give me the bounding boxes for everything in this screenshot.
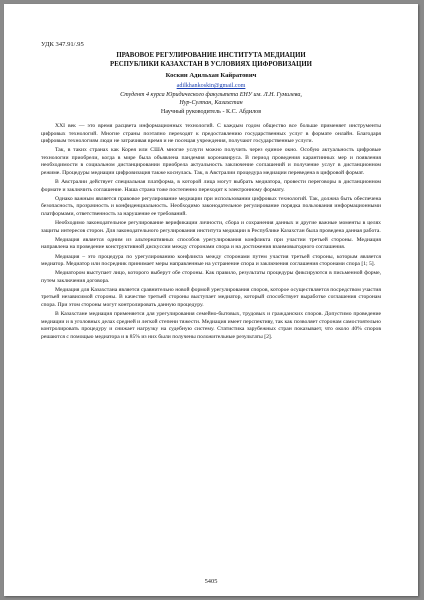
- paragraph: Медиация – это процедура по урегулированию конфликта между сторонами путем участия третьей стороны, которым является медиатор. Медиатор или посредник принимает меры направленные на устранение спора и заключения соглашения сторонами спора [1; 5].: [41, 253, 381, 268]
- paragraph: В Казахстане медиация применяется для урегулирования семейно-бытовых, трудовых и гражданских споров. Допустимо проведение медиации и в уголовных делах средней и легкой степени тяжести. Медиация имеет перспективу, так как позволяет сторонам самостоятельно контролировать процедуру и снижает нагрузку на судебную систему. Статистика зарубежных стран показывает, что около 40% споров решаются с помощью медиатора и в 85% из них были получены положительные результаты [2].: [41, 311, 381, 340]
- paragraph: Медиатором выступает лицо, которого выберут обе стороны. Как правило, результаты процедуры фиксируются в письменной форме, путем заключения договора.: [41, 270, 381, 284]
- paragraph: Медиация для Казахстана является сравнительно новой формой урегулирования споров, которое осуществляется посредством участия третьей независимой стороны. В качестве третьей стороны выступает медиатор, который способствует выработке соглашения сторонам спора. При этом стороны могут контролировать данную процедуру.: [41, 286, 381, 309]
- paragraph: XXI век — это время расцвета информационных технологий. С каждым годом общество все больше применяет инструменты цифровых технологий. Многие страны поэтапно переходят к предоставлению государственных услуг в формате онлайн. Благодаря цифровым технологиям люди не затрачивая время и не посещая учреждения, получают государственные услуги.: [41, 123, 381, 145]
- page-number: 5405: [204, 578, 218, 585]
- paragraph: Однако важным является правовое регулирование медиации при использовании цифровых технологий. Так, должна быть обеспечена безопасность, прозрачность и конфиденциальность. Необходимо законодательное регулирование порядка пользования информационными платформами, ответственность за нарушение ее требований.: [41, 195, 381, 218]
- author-name: Коскин Адильхан Кайратович: [165, 72, 257, 79]
- affiliation-line-1: Студент 4 курса Юридического факультета ЕНУ им. Л.Н. Гумилева,: [120, 91, 302, 98]
- article-title: [41, 52, 381, 69]
- author-email-link[interactable]: adilkhankoskin@gmail.com: [176, 83, 246, 89]
- paragraph: В Австралии действует специальная платформа, в которой лица могут выбрать медиатора, провести переговоры в дистанционном формате и заключить соглашение. Наша страна тоже постепенно переходит к электронному формату.: [41, 179, 381, 193]
- article-body: [41, 123, 381, 343]
- affiliation-line-2: Нур-Султан, Казахстан: [179, 100, 243, 107]
- author-affiliation: [41, 82, 381, 116]
- udk-code: УДК 347.91/.95: [41, 41, 84, 48]
- paragraph: Медиация является одним из альтернативных способов урегулирования конфликта при участии третьей стороны. Медиация направлена на проведение конструктивной дискуссии между сторонами спора и на достижения взаимовыгодного соглашения.: [41, 236, 381, 251]
- paragraph: Так, в таких странах как Корея или США многие услуги можно получить через единое окно. Особую актуальность цифровые технологии приобрели, когда в мире была объявлена пандемия коронавируса. В период проведения карантинных мер и появления необходимости в социальном дистанцировании приобрела актуальность заключение соглашений и получение услуг в дистанционном режиме. Процедуры медиации цифровизация также коснулась. Так, в Австралии процедура медиации переведена в цифровой формат.: [41, 147, 381, 177]
- paragraph: Необходимо законодательное регулирование верификации личности, сбора и сохранения данных и другие важные моменты в целях защиты интересов сторон. Для законодательного регулирования института медиации в Республике Казахстан была проведена данная работа.: [41, 220, 381, 234]
- title-line-2: РЕСПУБЛИКИ КАЗАХСТАН В УСЛОВИЯХ ЦИФРОВИЗАЦИИ: [110, 60, 312, 68]
- title-line-1: ПРАВОВОЕ РЕГУЛИРОВАНИЕ ИНСТИТУТА МЕДИАЦИИ: [116, 52, 306, 59]
- supervisor-line: Научный руководитель - К.С. Абдилов: [160, 108, 262, 115]
- document-page: [4, 4, 418, 596]
